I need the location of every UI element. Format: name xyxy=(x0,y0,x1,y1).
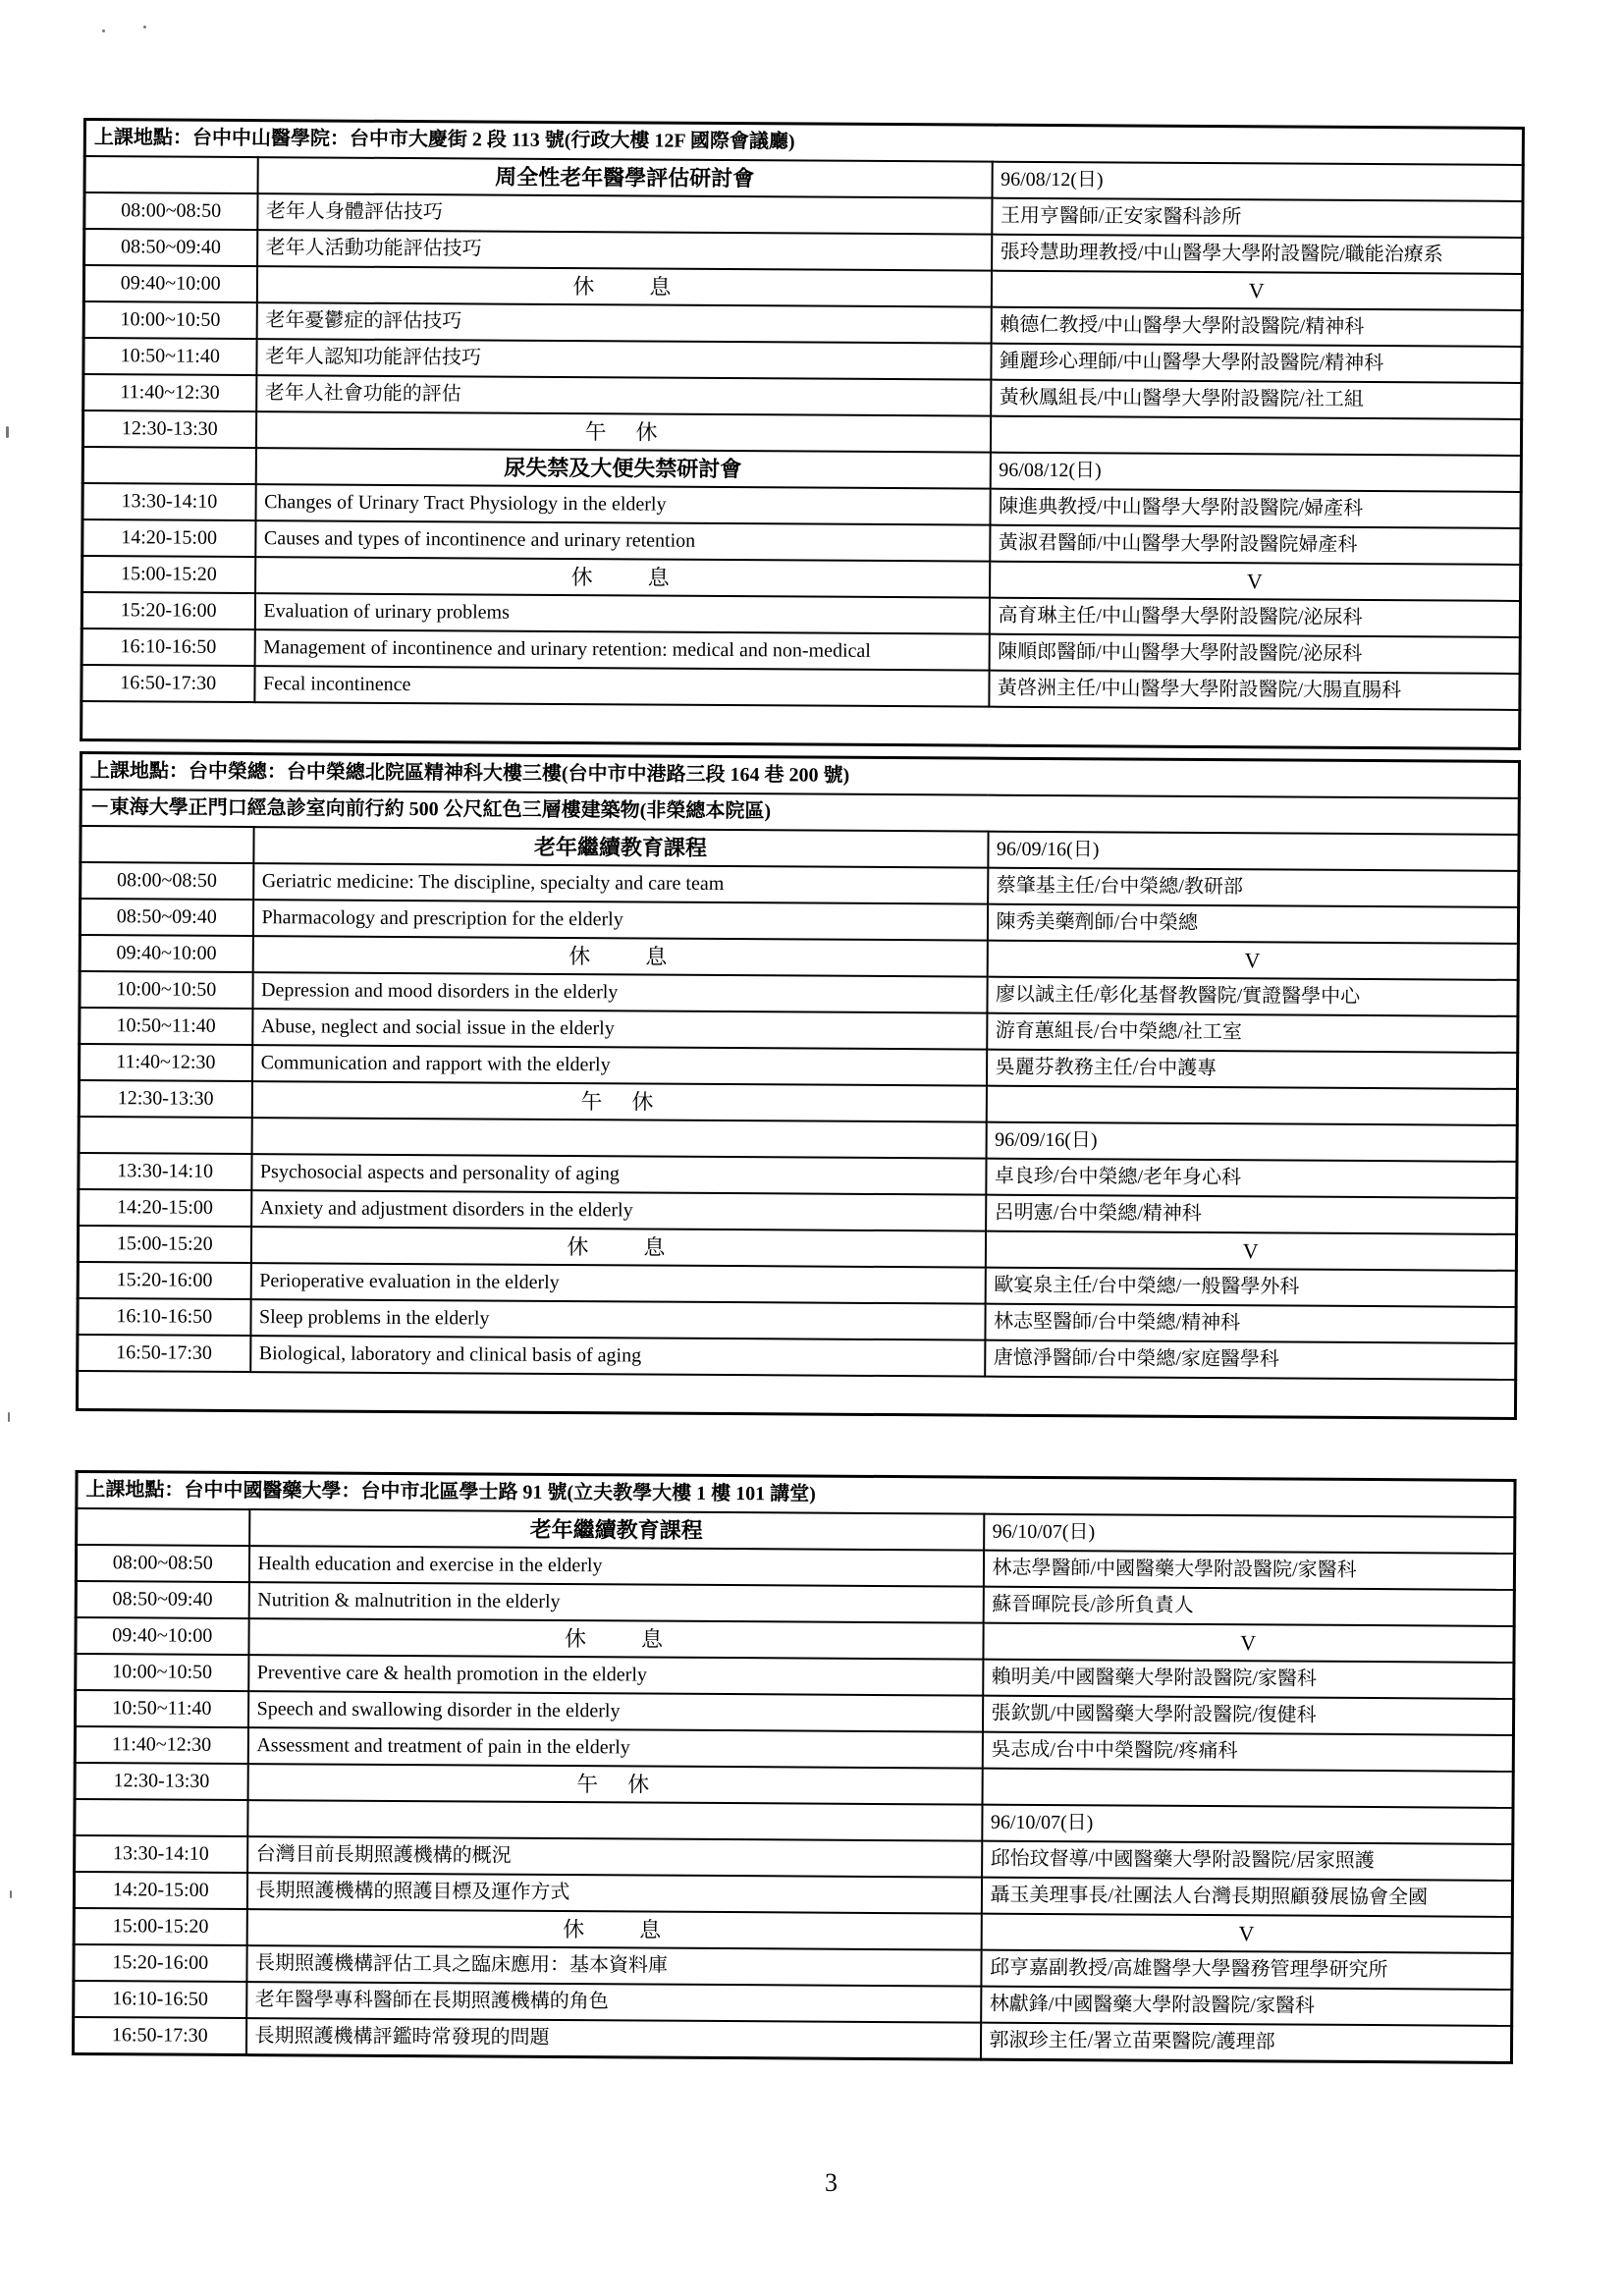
speaker-cell: 林志堅醫師/台中榮總/精神科 xyxy=(985,1304,1516,1343)
speaker-cell xyxy=(990,416,1521,456)
time-cell: 08:50~09:40 xyxy=(84,229,257,266)
time-cell xyxy=(82,447,255,484)
schedule-table xyxy=(80,118,1525,750)
topic-cell: 休 息 xyxy=(256,266,991,307)
speaker-cell: 廖以誠主任/彰化基督教醫院/實證醫學中心 xyxy=(987,977,1518,1016)
topic-cell: Causes and types of incontinence and urinary retention xyxy=(255,520,990,562)
time-cell: 10:00~10:50 xyxy=(76,1654,248,1691)
time-cell: 08:50~09:40 xyxy=(80,899,252,936)
topic-cell: Anxiety and adjustment disorders in the elderly xyxy=(251,1190,986,1231)
time-cell: 08:00~08:50 xyxy=(84,192,257,230)
location-heading: 上課地點：台中榮總：台中榮總北院區精神科大樓三樓(台中市中港路三段 164 巷 200 號) xyxy=(81,752,1519,797)
speaker-cell: 黃啓洲主任/中山醫學大學附設醫院/大腸直腸科 xyxy=(989,671,1520,710)
speaker-cell: 蔡肇基主任/台中榮總/教研部 xyxy=(988,868,1519,907)
speaker-cell: 張玲慧助理教授/中山醫學大學附設醫院/職能治療系 xyxy=(992,235,1523,274)
topic-cell: 尿失禁及大便失禁研討會 xyxy=(255,448,990,489)
topic-cell xyxy=(247,1800,982,1841)
time-cell: 15:20-16:00 xyxy=(78,1262,250,1299)
time-cell: 12:30-13:30 xyxy=(79,1080,251,1118)
topic-cell: Speech and swallowing disorder in the elderly xyxy=(247,1691,982,1732)
time-cell: 11:40~12:30 xyxy=(80,1044,252,1081)
time-cell: 15:20-16:00 xyxy=(81,592,254,629)
scan-artifact xyxy=(102,29,105,32)
speaker-cell: 邱怡玟督導/中國醫藥大學附設醫院/居家照護 xyxy=(982,1841,1513,1881)
time-cell: 14:20-15:00 xyxy=(74,1872,246,1909)
time-cell xyxy=(75,1799,247,1836)
topic-cell: 老年繼續教育課程 xyxy=(253,827,988,868)
time-cell: 15:20-16:00 xyxy=(74,1944,246,1982)
topic-cell: 午 休 xyxy=(255,411,990,453)
topic-cell: 休 息 xyxy=(250,1227,985,1268)
scan-artifact xyxy=(10,1890,12,1898)
speaker-cell: V xyxy=(985,1231,1516,1271)
speaker-cell: 96/09/16(日) xyxy=(988,832,1519,871)
time-cell: 14:20-15:00 xyxy=(79,1189,251,1227)
time-cell: 13:30-14:10 xyxy=(75,1835,247,1873)
speaker-cell xyxy=(986,1086,1517,1125)
topic-cell: Biological, laboratory and clinical basis of aging xyxy=(250,1336,985,1377)
topic-cell: 台灣目前長期照護機構的概況 xyxy=(247,1836,982,1878)
time-cell: 10:50~11:40 xyxy=(75,1690,247,1727)
speaker-cell: 歐宴泉主任/台中榮總/一般醫學外科 xyxy=(985,1268,1516,1307)
topic-cell: 老年憂鬱症的評估技巧 xyxy=(256,302,991,344)
speaker-cell: V xyxy=(990,562,1521,601)
time-cell: 10:50~11:40 xyxy=(80,1008,252,1045)
topic-cell xyxy=(251,1118,986,1159)
topic-cell: Management of incontinence and urinary retention: medical and non-medical xyxy=(254,629,989,671)
speaker-cell: 吳志成/台中中榮醫院/疼痛科 xyxy=(982,1732,1513,1772)
topic-cell: Health education and exercise in the elderly xyxy=(248,1546,983,1587)
topic-cell: Perioperative evaluation in the elderly xyxy=(250,1263,985,1304)
topic-cell: 長期照護機構評估工具之臨床應用：基本資料庫 xyxy=(246,1945,981,1987)
blank-row xyxy=(77,1371,1515,1418)
scan-artifact xyxy=(6,426,9,438)
speaker-cell: 賴明美/中國醫藥大學附設醫院/家醫科 xyxy=(983,1660,1514,1699)
time-cell: 10:50~11:40 xyxy=(83,338,256,375)
topic-cell: Nutrition & malnutrition in the elderly xyxy=(248,1582,983,1623)
speaker-cell: 卓良珍/台中榮總/老年身心科 xyxy=(986,1159,1517,1198)
topic-cell: Geriatric medicine: The discipline, specialty and care team xyxy=(253,863,988,904)
time-cell xyxy=(79,1117,251,1154)
time-cell: 14:20-15:00 xyxy=(82,519,255,557)
blank-row xyxy=(81,701,1520,748)
speaker-cell: V xyxy=(983,1623,1514,1663)
time-cell: 11:40~12:30 xyxy=(75,1726,247,1764)
topic-cell: 午 休 xyxy=(247,1764,982,1805)
topic-cell: 休 息 xyxy=(246,1909,981,1950)
speaker-cell: 邱亨嘉副教授/高雄醫學大學醫務管理學研究所 xyxy=(981,1950,1512,1990)
speaker-cell: 鍾麗珍心理師/中山醫學大學附設醫院/精神科 xyxy=(991,344,1522,383)
topic-cell: 老年人身體評估技巧 xyxy=(257,193,992,235)
speaker-cell: 陳順郎醫師/中山醫學大學附設醫院/泌尿科 xyxy=(989,634,1520,674)
time-cell: 10:00~10:50 xyxy=(80,971,252,1009)
schedule-table xyxy=(76,751,1521,1420)
topic-cell: Evaluation of urinary problems xyxy=(254,593,989,634)
blank-cell xyxy=(77,1371,1515,1418)
location-heading: 上課地點：台中中山醫學院：台中市大慶街 2 段 113 號(行政大樓 12F 國際會議廳) xyxy=(84,120,1523,165)
topic-cell: 長期照護機構評鑑時常發現的問題 xyxy=(245,2018,980,2059)
topic-cell: 長期照護機構的照護目標及運作方式 xyxy=(246,1873,981,1914)
time-cell: 16:10-16:50 xyxy=(74,1981,246,2018)
topic-cell: Depression and mood disorders in the elderly xyxy=(252,972,987,1013)
speaker-cell: 黃秋鳳組長/中山醫學大學附設醫院/社工組 xyxy=(991,380,1522,419)
time-cell: 09:40~10:00 xyxy=(76,1617,248,1655)
time-cell: 15:00-15:20 xyxy=(74,1908,246,1945)
table-gap xyxy=(76,1411,1517,1479)
topic-cell: 老年人認知功能評估技巧 xyxy=(256,339,991,380)
scan-artifact xyxy=(143,26,146,28)
speaker-cell: 黃淑君醫師/中山醫學大學附設醫院婦產科 xyxy=(990,525,1521,565)
time-cell: 16:10-16:50 xyxy=(78,1298,250,1336)
topic-cell: 休 息 xyxy=(252,936,987,977)
time-cell: 13:30-14:10 xyxy=(82,483,255,520)
time-cell: 15:00-15:20 xyxy=(78,1226,250,1263)
time-cell: 16:50-17:30 xyxy=(73,2017,245,2055)
speaker-cell: 王用亨醫師/正安家醫科診所 xyxy=(992,198,1523,238)
speaker-cell: 張欽凱/中國醫藥大學附設醫院/復健科 xyxy=(982,1696,1513,1735)
time-cell: 09:40~10:00 xyxy=(83,265,256,302)
time-cell: 16:50-17:30 xyxy=(78,1335,250,1372)
speaker-cell: 96/10/07(日) xyxy=(984,1514,1515,1554)
speaker-cell: 96/09/16(日) xyxy=(986,1122,1517,1162)
speaker-cell: 游育蕙組長/台中榮總/社工室 xyxy=(987,1013,1518,1053)
topic-cell: 老年繼續教育課程 xyxy=(249,1509,984,1551)
topic-cell: Preventive care & health promotion in the elderly xyxy=(248,1655,983,1696)
topic-cell: Pharmacology and prescription for the elderly xyxy=(252,900,987,941)
time-cell: 08:50~09:40 xyxy=(76,1581,248,1618)
page-number: 3 xyxy=(825,2168,838,2197)
speaker-cell: V xyxy=(981,1914,1512,1953)
topic-cell: Abuse, neglect and social issue in the elderly xyxy=(252,1009,987,1050)
speaker-cell: 蘇晉暉院長/診所負責人 xyxy=(983,1587,1514,1626)
speaker-cell: V xyxy=(987,941,1518,980)
speaker-cell: 呂明憲/台中榮總/精神科 xyxy=(986,1195,1517,1234)
topic-cell: Communication and rapport with the elderly xyxy=(252,1045,987,1086)
tables-area xyxy=(72,118,1525,2064)
time-cell: 08:00~08:50 xyxy=(81,862,253,900)
time-cell: 16:50-17:30 xyxy=(81,665,254,702)
speaker-cell: 郭淑珍主任/署立苗栗醫院/護理部 xyxy=(980,2023,1511,2063)
topic-cell: 午 休 xyxy=(251,1081,986,1122)
location-heading: －東海大學正門口經急診室向前行約 500 公尺紅色三層樓建築物(非榮總本院區) xyxy=(81,790,1519,835)
topic-cell: 老年人社會功能的評估 xyxy=(256,375,991,416)
time-cell xyxy=(77,1508,249,1546)
speaker-cell: 高育琳主任/中山醫學大學附設醫院/泌尿科 xyxy=(989,598,1520,637)
topic-cell: 周全性老年醫學評估研討會 xyxy=(257,157,992,198)
topic-cell: Sleep problems in the elderly xyxy=(250,1299,985,1340)
time-cell: 13:30-14:10 xyxy=(79,1153,251,1190)
time-cell: 09:40~10:00 xyxy=(80,935,252,972)
time-cell: 12:30-13:30 xyxy=(75,1763,247,1800)
topic-cell: 老年人活動功能評估技巧 xyxy=(257,230,992,271)
time-cell: 15:00-15:20 xyxy=(82,556,255,593)
time-cell: 12:30-13:30 xyxy=(82,410,255,448)
topic-cell: Assessment and treatment of pain in the elderly xyxy=(247,1727,982,1769)
speaker-cell: 96/08/12(日) xyxy=(990,453,1521,492)
topic-cell: 休 息 xyxy=(248,1618,983,1660)
speaker-cell: 96/10/07(日) xyxy=(982,1805,1513,1844)
speaker-cell: 賴德仁教授/中山醫學大學附設醫院/精神科 xyxy=(991,307,1522,347)
speaker-cell: 96/08/12(日) xyxy=(992,162,1523,201)
time-cell xyxy=(81,826,253,863)
schedule-table xyxy=(72,1470,1517,2064)
blank-cell xyxy=(81,701,1520,748)
schedule-row xyxy=(73,2017,1511,2062)
topic-cell: 休 息 xyxy=(255,557,990,598)
time-cell: 11:40~12:30 xyxy=(83,374,256,411)
speaker-cell: 林志學醫師/中國醫藥大學附設醫院/家醫科 xyxy=(983,1551,1514,1590)
speaker-cell xyxy=(982,1769,1513,1808)
topic-cell: Fecal incontinence xyxy=(254,666,989,707)
speaker-cell: V xyxy=(991,271,1522,310)
topic-cell: Changes of Urinary Tract Physiology in the elderly xyxy=(255,484,990,525)
time-cell: 16:10-16:50 xyxy=(81,629,254,666)
time-cell: 08:00~08:50 xyxy=(76,1545,248,1582)
topic-cell: Psychosocial aspects and personality of aging xyxy=(251,1154,986,1195)
time-cell: 10:00~10:50 xyxy=(83,301,256,339)
location-heading: 上課地點：台中中國醫藥大學：台中市北區學士路 91 號(立夫教學大樓 1 樓 101 講堂) xyxy=(77,1471,1515,1516)
topic-cell: 老年醫學專科醫師在長期照護機構的角色 xyxy=(246,1982,981,2023)
time-cell xyxy=(84,156,257,193)
speaker-cell: 聶玉美理事長/社團法人台灣長期照顧發展協會全國 xyxy=(981,1878,1512,1917)
scan-artifact xyxy=(8,1412,10,1422)
speaker-cell: 陳進典教授/中山醫學大學附設醫院/婦產科 xyxy=(990,489,1521,528)
speaker-cell: 唐憶淨醫師/台中榮總/家庭醫學科 xyxy=(985,1340,1516,1380)
speaker-cell: 陳秀美藥劑師/台中榮總 xyxy=(987,904,1518,944)
speaker-cell: 林獻鋒/中國醫藥大學附設醫院/家醫科 xyxy=(981,1987,1512,2026)
speaker-cell: 吳麗芬教務主任/台中護專 xyxy=(986,1050,1517,1089)
